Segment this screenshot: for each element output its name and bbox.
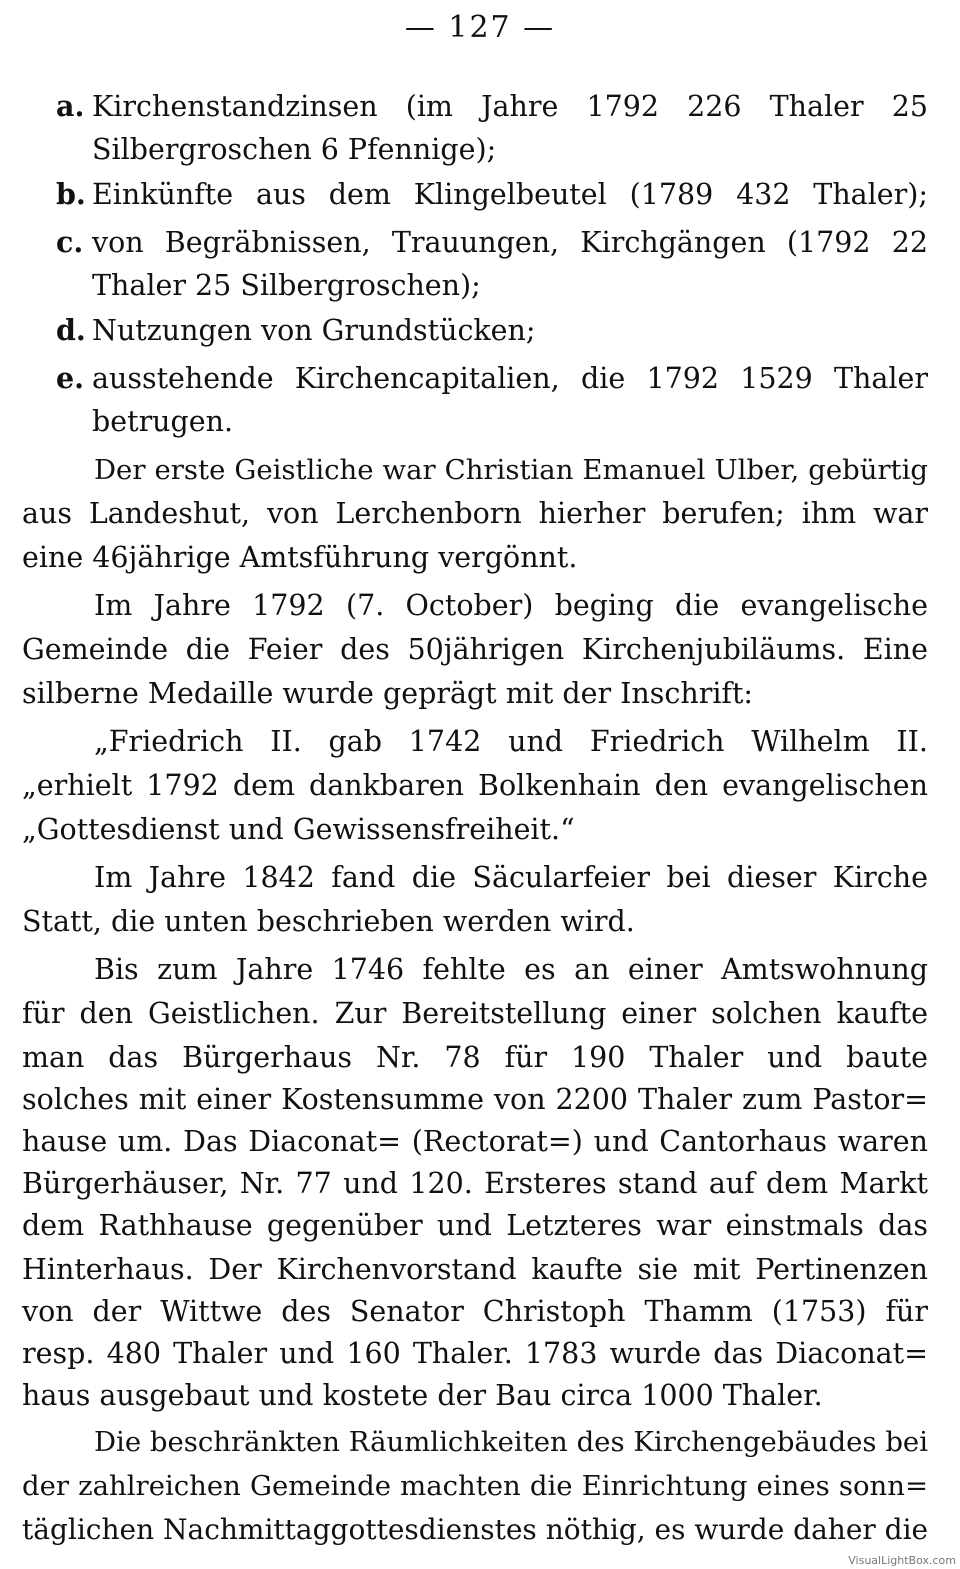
paragraph-line: hause um. Das Diaconat= (Rectorat=) und Cantorhaus waren	[22, 1125, 928, 1158]
paragraph-line: von der Wittwe des Senator Christoph Thamm (1753) für	[22, 1295, 928, 1328]
paragraph-line: silberne Medaille wurde geprägt mit der Inschrift:	[22, 677, 754, 710]
paragraph-line: resp. 480 Thaler und 160 Thaler. 1783 wurde das Diaconat=	[22, 1337, 928, 1370]
paragraph-line: dem Rathhause gegenüber und Letzteres war einstmals das	[22, 1209, 928, 1242]
watermark: VisualLightBox.com	[848, 1554, 956, 1567]
list-item-text: Nutzungen von Grundstücken;	[92, 314, 536, 347]
paragraph-line: eine 46jährige Amtsführung vergönnt.	[22, 541, 578, 574]
paragraph-line: Gemeinde die Feier des 50jährigen Kirchenjubiläums. Eine	[22, 633, 928, 666]
paragraph-line: Bis zum Jahre 1746 fehlte es an einer Amtswohnung	[94, 953, 928, 986]
paragraph-line: man das Bürgerhaus Nr. 78 für 190 Thaler und baute	[22, 1041, 928, 1074]
paragraph-line: Im Jahre 1842 fand die Säcularfeier bei dieser Kirche	[94, 861, 928, 894]
list-item-text: Einkünfte aus dem Klingelbeutel (1789 432 Thaler);	[92, 178, 928, 211]
paragraph-line: Im Jahre 1792 (7. October) beging die evangelische	[94, 589, 928, 622]
list-marker: e.	[56, 361, 85, 395]
list-item-text: ausstehende Kirchencapitalien, die 1792 1529 Thaler	[92, 362, 928, 395]
paragraph-line: Bürgerhäuser, Nr. 77 und 120. Ersteres stand auf dem Markt	[22, 1167, 928, 1200]
list-item-a	[56, 84, 928, 129]
list-item-e	[56, 356, 928, 401]
inscription-line: „Gottesdienst und Gewissensfreiheit.“	[22, 813, 575, 846]
list-item-c	[56, 220, 928, 265]
paragraph-line: solches mit einer Kostensumme von 2200 Thaler zum Pastor=	[22, 1083, 928, 1116]
paragraph-line: Hinterhaus. Der Kirchenvorstand kaufte sie mit Pertinenzen	[22, 1253, 928, 1286]
inscription-line: „erhielt 1792 dem dankbaren Bolkenhain den evangelischen	[22, 769, 928, 802]
list-marker: a.	[56, 89, 85, 123]
paragraph-line: täglichen Nachmittaggottesdienstes nöthig, es wurde daher die	[22, 1513, 929, 1546]
inscription-line: „Friedrich II. gab 1742 und Friedrich Wilhelm II.	[94, 725, 928, 758]
paragraph-line: der zahlreichen Gemeinde machten die Einrichtung eines sonn=	[22, 1470, 928, 1502]
paragraph-line: Die beschränkten Räumlichkeiten des Kirchengebäudes bei	[94, 1426, 928, 1458]
paragraph-line: Statt, die unten beschrieben werden wird.	[22, 905, 635, 938]
list-item-b	[56, 172, 928, 217]
list-item-c-continuation: Thaler 25 Silbergroschen);	[92, 269, 481, 302]
list-item-text: Kirchenstandzinsen (im Jahre 1792 226 Thaler 25	[92, 90, 928, 123]
paragraph-line: Der erste Geistliche war Christian Emanuel Ulber, gebürtig	[94, 454, 928, 486]
list-item-text: von Begräbnissen, Trauungen, Kirchgängen (1792 22	[92, 226, 928, 259]
list-marker: c.	[56, 225, 84, 259]
paragraph-line: aus Landeshut, von Lerchenborn hierher berufen; ihm war	[22, 497, 928, 530]
list-marker: d.	[56, 313, 86, 347]
list-marker: b.	[56, 177, 86, 211]
list-item-a-continuation: Silbergroschen 6 Pfennige);	[92, 133, 497, 166]
page-number: — 127 —	[404, 10, 556, 45]
paragraph-line: für den Geistlichen. Zur Bereitstellung einer solchen kaufte	[22, 997, 928, 1030]
list-item-d	[56, 308, 928, 353]
list-item-e-continuation: betrugen.	[92, 405, 234, 438]
paragraph-line: haus ausgebaut und kostete der Bau circa 1000 Thaler.	[22, 1379, 823, 1412]
